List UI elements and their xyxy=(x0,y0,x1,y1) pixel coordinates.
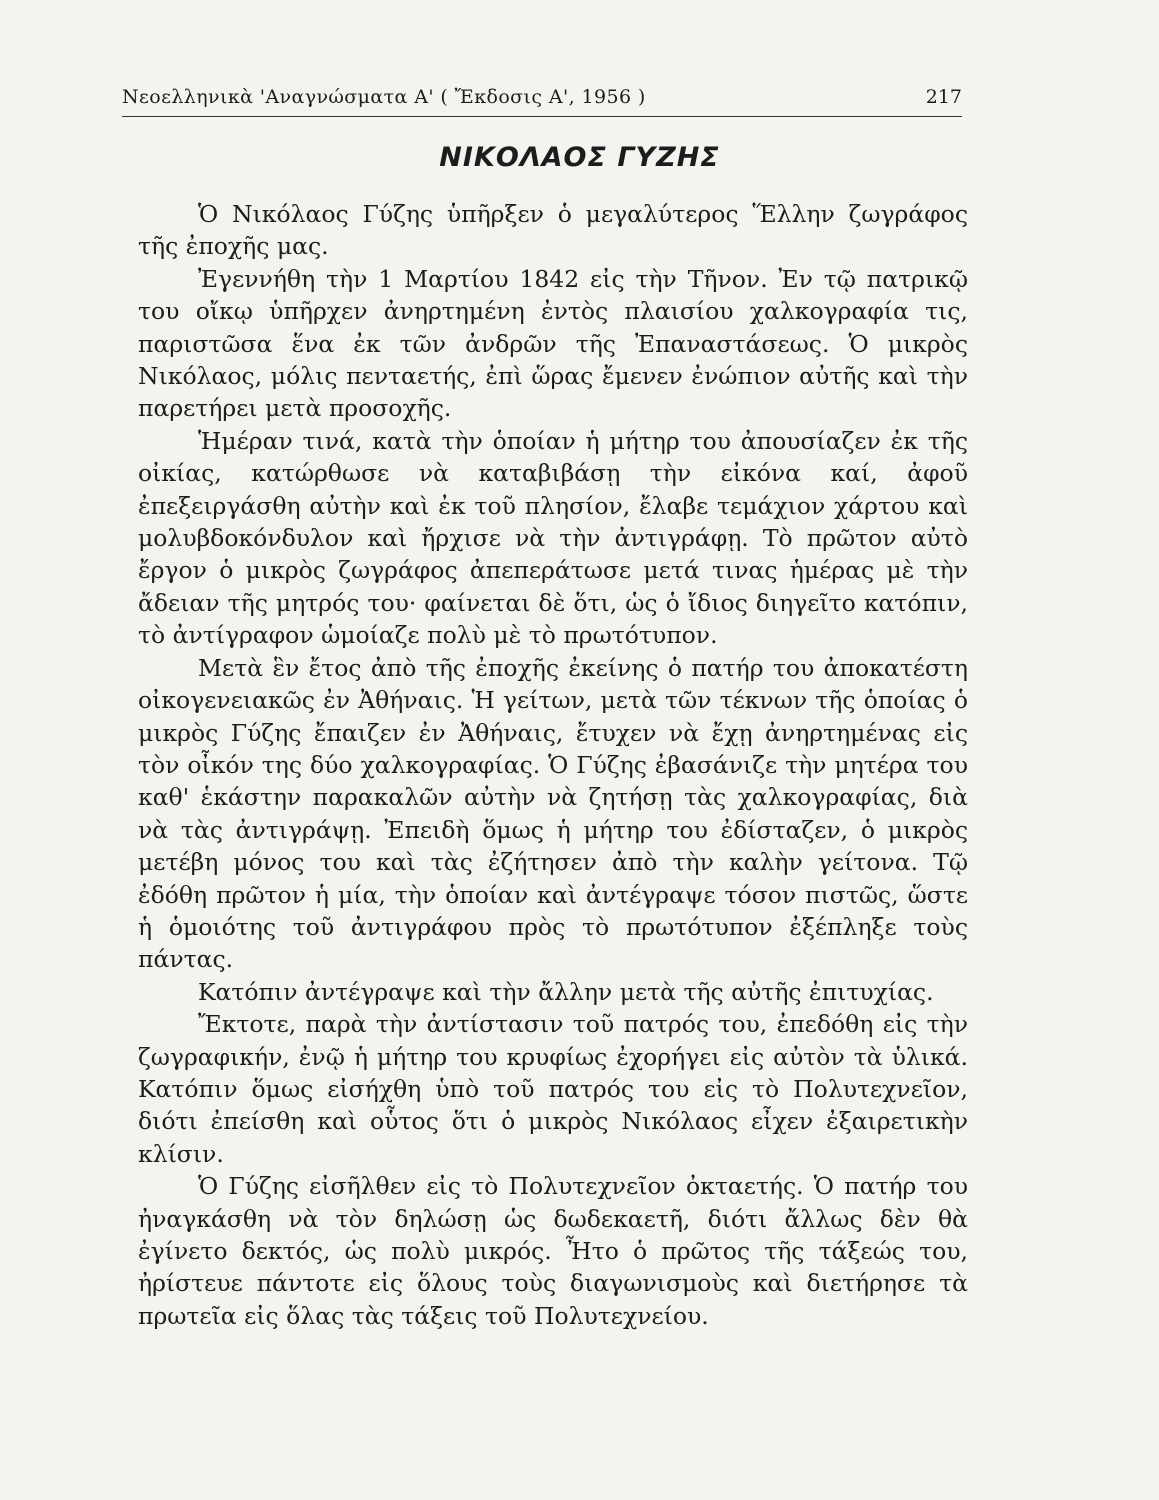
paragraph: Ὁ Γύζης εἰσῆλθεν εἰς τὸ Πολυτεχνεῖον ὀκταετής. Ὁ πατήρ του ἠναγκάσθη νὰ τὸν δηλώσῃ ὡς δωδεκαετῆ, διότι ἄλλως δὲν θὰ ἐγίνετο δεκτός, ὡς πολὺ μικρός. Ἦτο ὁ πρῶτος τῆς τάξεώς του, ἠρίστευε πάντοτε εἰς ὅλους τοὺς διαγωνισμοὺς καὶ διετήρησε τὰ πρωτεῖα εἰς ὅλας τὰς τάξεις τοῦ Πολυτεχνείου. xyxy=(138,1172,968,1330)
paragraph: Ἡμέραν τινά, κατὰ τὴν ὁποίαν ἡ μήτηρ του ἀπουσίαζεν ἐκ τῆς οἰκίας, κατώρθωσε νὰ καταβιβάσῃ τὴν εἰκόνα καί, ἀφοῦ ἐπεξειργάσθη αὐτὴν καὶ ἐκ τοῦ πλησίον, ἔλαβε τεμάχιον χάρτου καὶ μολυβδοκόνδυλον καὶ ἤρχισε νὰ τὴν ἀντιγράφῃ. Τὸ πρῶτον αὐτὸ ἔργον ὁ μικρὸς ζωγράφος ἀπεπεράτωσε μετά τινας ἡμέρας μὲ τὴν ἄδειαν τῆς μητρός του· φαίνεται δὲ ὅτι, ὡς ὁ ἴδιος διηγεῖτο κατόπιν, τὸ ἀντίγραφον ὡμοίαζε πολὺ μὲ τὸ πρωτότυπον. xyxy=(138,426,968,650)
paragraph: Ἔκτοτε, παρὰ τὴν ἀντίστασιν τοῦ πατρός του, ἐπεδόθη εἰς τὴν ζωγραφικήν, ἐνῷ ἡ μήτηρ του κρυφίως ἐχορήγει εἰς αὐτὸν τὰ ὑλικά. Κατόπιν ὅμως εἰσήχθη ὑπὸ τοῦ πατρός του εἰς τὸ Πολυτεχνεῖον, διότι ἐπείσθη καὶ οὗτος ὅτι ὁ μικρὸς Νικόλαος εἶχεν ἐξαιρετικὴν κλίσιν. xyxy=(138,1010,968,1168)
article-body xyxy=(138,198,968,1332)
paragraph: Ὁ Νικόλαος Γύζης ὑπῆρξεν ὁ μεγαλύτερος Ἕλλην ζωγράφος τῆς ἐποχῆς μας. xyxy=(138,200,968,261)
paragraph: Μετὰ ἓν ἔτος ἀπὸ τῆς ἐποχῆς ἐκείνης ὁ πατήρ του ἀποκατέστη οἰκογενειακῶς ἐν Ἀθήναις. Ἡ γείτων, μετὰ τῶν τέκνων τῆς ὁποίας ὁ μικρὸς Γύζης ἔπαιζεν ἐν Ἀθήναις, ἔτυχεν νὰ ἔχῃ ἀνηρτημένας εἰς τὸν οἶκόν της δύο χαλκογραφίας. Ὁ Γύζης ἐβασάνιζε τὴν μητέρα του καθ' ἑκάστην παρακαλῶν αὐτὴν νὰ ζητήσῃ τὰς χαλκογραφίας, διὰ νὰ τὰς ἀντιγράψῃ. Ἐπειδὴ ὅμως ἡ μήτηρ του ἐδίσταζεν, ὁ μικρὸς μετέβη μόνος του καὶ τὰς ἐζήτησεν ἀπὸ τὴν καλὴν γείτονα. Τῷ ἐδόθη πρῶτον ἡ μία, τὴν ὁποίαν καὶ ἀντέγραψε τόσον πιστῶς, ὥστε ἡ ὁμοιότης τοῦ ἀντιγράφου πρὸς τὸ πρωτότυπον ἐξέπληξε τοὺς πάντας. xyxy=(138,653,968,974)
running-header xyxy=(122,86,962,117)
article-title: ΝΙΚΟΛΑΟΣ ΓΥΖΗΣ xyxy=(439,142,720,173)
paragraph: Ἐγεννήθη τὴν 1 Μαρτίου 1842 εἰς τὴν Τῆνον. Ἐν τῷ πατρικῷ του οἴκῳ ὑπῆρχεν ἀνηρτημένη ἐντὸς πλαισίου χαλκογραφία τις, παριστῶσα ἕνα ἐκ τῶν ἀνδρῶν τῆς Ἐπαναστάσεως. Ὁ μικρὸς Νικόλαος, μόλις πενταετής, ἐπὶ ὥρας ἔμενεν ἐνώπιον αὐτῆς καὶ τὴν παρετήρει μετὰ προσοχῆς. xyxy=(138,264,968,423)
running-title: Νεοελληνικὰ 'Αναγνώσματα Α' ( Ἔκδοσις Α', 1956 ) xyxy=(122,86,646,108)
paragraph: Κατόπιν ἀντέγραψε καὶ τὴν ἄλλην μετὰ τῆς αὐτῆς ἐπιτυχίας. xyxy=(198,977,934,1006)
page-number: 217 xyxy=(925,86,962,108)
